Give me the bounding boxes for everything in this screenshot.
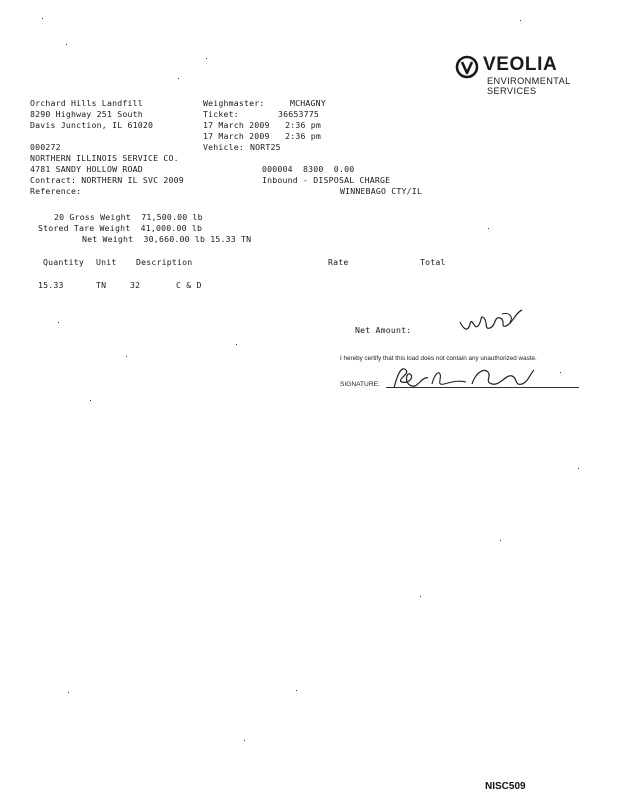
scan-speck bbox=[58, 322, 59, 323]
scan-speck bbox=[90, 400, 91, 401]
scan-speck bbox=[66, 44, 67, 45]
logo-line1: ENVIRONMENTAL bbox=[487, 76, 571, 86]
inbound: Inbound - DISPOSAL CHARGE bbox=[262, 175, 391, 185]
initials-scribble bbox=[456, 304, 526, 336]
scan-speck bbox=[296, 690, 297, 691]
customer-codes: 000004 8300 0.00 bbox=[262, 164, 355, 174]
logo-line2: SERVICES bbox=[487, 86, 537, 96]
scan-speck bbox=[420, 596, 421, 597]
col-rate: Rate bbox=[328, 257, 349, 267]
net-amount-label: Net Amount: bbox=[355, 325, 412, 335]
col-unit: Unit bbox=[96, 257, 117, 267]
scan-speck bbox=[126, 356, 127, 357]
certification-text: I hereby certify that this load does not contain any unauthorized waste. bbox=[340, 355, 537, 362]
col-quantity: Quantity bbox=[43, 257, 85, 267]
vehicle-value: NORT25 bbox=[250, 142, 281, 152]
time-out: 17 March 2009 2:36 pm bbox=[203, 131, 321, 141]
row-quantity: 15.33 bbox=[38, 280, 64, 290]
logo-brand: VEOLIA bbox=[483, 54, 558, 75]
row-code: 32 bbox=[130, 280, 141, 290]
customer-name: NORTHERN ILLINOIS SERVICE CO. bbox=[30, 153, 179, 163]
scan-speck bbox=[68, 692, 69, 693]
customer-address: 4781 SANDY HOLLOW ROAD bbox=[30, 164, 143, 174]
scan-speck bbox=[178, 78, 179, 79]
origin: WINNEBAGO CTY/IL bbox=[340, 186, 423, 196]
veolia-emblem-icon bbox=[455, 54, 479, 80]
scan-speck bbox=[42, 18, 43, 19]
row-unit: TN bbox=[96, 280, 107, 290]
customer-number: 000272 bbox=[30, 142, 61, 152]
site-name: Orchard Hills Landfill bbox=[30, 98, 143, 108]
net-weight: Net Weight 30,660.00 lb 15.33 TN bbox=[82, 234, 252, 244]
weighmaster-label: Weighmaster: bbox=[203, 98, 265, 108]
site-city: Davis Junction, IL 61020 bbox=[30, 120, 154, 130]
signature-scribble bbox=[388, 362, 538, 394]
scan-speck bbox=[236, 344, 237, 345]
scan-speck bbox=[244, 740, 245, 741]
gross-weight: 20 Gross Weight 71,500.00 lb bbox=[54, 212, 203, 222]
scan-speck bbox=[488, 228, 489, 229]
document-id: NISC509 bbox=[485, 781, 526, 792]
col-total: Total bbox=[420, 257, 446, 267]
signature-label: SIGNATURE: bbox=[340, 381, 380, 388]
tare-weight: Stored Tare Weight 41,000.00 lb bbox=[38, 223, 203, 233]
weighmaster-value: MCHAGNY bbox=[290, 98, 326, 108]
scan-speck bbox=[500, 540, 501, 541]
scan-speck bbox=[578, 468, 579, 469]
reference: Reference: bbox=[30, 186, 82, 196]
col-description: Description bbox=[136, 257, 193, 267]
veolia-logo bbox=[455, 52, 595, 98]
row-description: C & D bbox=[176, 280, 202, 290]
contract: Contract: NORTHERN IL SVC 2009 bbox=[30, 175, 184, 185]
scan-speck bbox=[206, 58, 207, 59]
site-address: 8290 Highway 251 South bbox=[30, 109, 143, 119]
ticket-value: 36653775 bbox=[278, 109, 320, 119]
ticket-label: Ticket: bbox=[203, 109, 239, 119]
scan-speck bbox=[520, 20, 521, 21]
time-in: 17 March 2009 2:36 pm bbox=[203, 120, 321, 130]
scan-speck bbox=[560, 372, 561, 373]
vehicle-label: Vehicle: bbox=[203, 142, 245, 152]
